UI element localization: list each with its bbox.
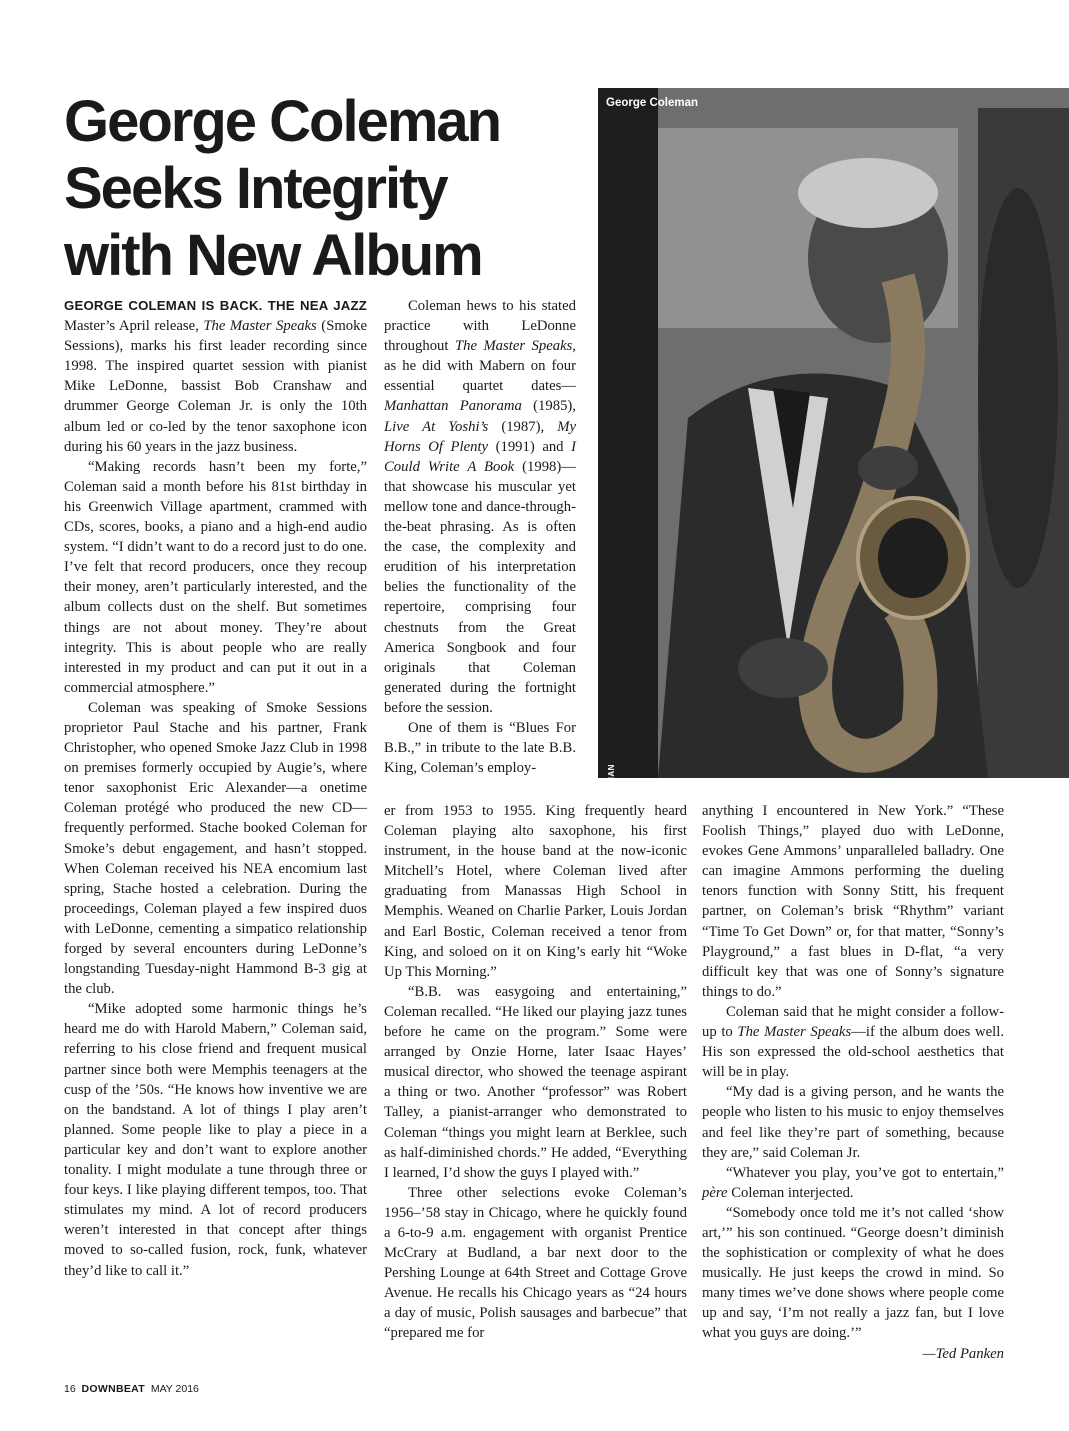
article-column-3 xyxy=(702,801,1004,1364)
album-title: The Master Speaks xyxy=(203,318,317,335)
paragraph: “B.B. was easygoing and entertaining,” Coleman recalled. “He liked our playing jazz tunes before he came on the program.” Some were arranged by Onzie Horne, later Isaac Hayes’ musical director, who showed the teenage aspirant a thing or two. Another “professor” was Robert Talley, a pianist-arranger who demonstrated to Coleman “things you might learn at Berklee, such as half-diminished chords.” He added, “Everything I learned, I’d show the guys I played with.” xyxy=(384,983,687,1181)
page-number: 16 xyxy=(64,1383,76,1395)
album-title: The Master Speaks, xyxy=(454,338,576,355)
paragraph: One of them is “Blues For B.B.,” in tribute to the late B.B. King, Coleman’s employ- xyxy=(384,719,576,777)
album-title: Live At Yoshi’s xyxy=(384,418,489,435)
paragraph: Coleman said that he might consider a follow-up to The Master Speaks—if the album does well. His son expressed the old-school aesthetics that will be in play. xyxy=(702,1003,1004,1081)
paragraph: Coleman was speaking of Smoke Sessions proprietor Paul Stache and his partner, Frank Christopher, who opened Smoke Jazz Club in 1998 on premises formerly occupied by Augie’s, where tenor saxophonist Eric Alexander—a onetime Coleman protégé who produced the new CD—frequently performed. Stache booked Coleman for Smoke’s debut engagement, and hasn’t stopped. When Coleman received his NEA encomium last spring, Stache hosted a celebration. During the proceedings, Coleman played a few inspired duos with LeDonne, cementing a simpatico relationship forged by several encounters during LeDonne’s longstanding Tuesday-night Hammond B-3 gig at the club. xyxy=(64,699,367,998)
album-title: My Horns Of Plenty xyxy=(384,418,576,455)
paragraph: Three other selections evoke Coleman’s 1956–’58 stay in Chicago, where he quickly found a 6-to-9 a.m. engagement with organist Prentice McCrary at Budland, a bar next door to the Pershing Lounge at 64th Street and Cottage Grove Avenue. He recalls his Chicago years as “24 hours a day of music, Polish sausages and barbecue” that “prepared me for xyxy=(384,1184,687,1342)
paragraph: er from 1953 to 1955. King frequently heard Coleman playing alto saxophone, his first instrument, in the house band at the now-iconic Mitchell’s Hotel, where Coleman lived after graduating from Manassas High School in Memphis. Weaned on Charlie Parker, Louis Jordan and Earl Bostic, Coleman received a tenor from King, and soloed on it on King’s early hit “Woke Up This Morning.” xyxy=(384,803,687,980)
photo-caption: George Coleman xyxy=(606,97,699,109)
paragraph: “Mike adopted some harmonic things he’s heard me do with Harold Mabern,” Coleman said, referring to his close friend and frequent musical partner since both were Memphis teenagers at the cusp of the ’50s. “He knows how inventive we are on the bandstand. A lot of things I play aren’t planned. Some people like to play a piece in a particular key and don’t want to explore another tonality. I might modulate a tune through three or four keys. I like playing different tempos, too. That stimulates my mind. A lot of record producers weren’t interested in that concept after things moved to so-called fusion, rock, funk, whatever they’d like to call it.” xyxy=(64,1001,367,1279)
album-title: Manhattan Panorama xyxy=(384,398,522,415)
photo-credit: DAVE KAUFMAN xyxy=(598,764,616,808)
album-title: I Could Write A Book xyxy=(384,438,576,475)
page-footer xyxy=(64,1383,199,1395)
headline-line-3: with New Album xyxy=(64,223,482,288)
issue-date: MAY 2016 xyxy=(150,1383,199,1395)
album-title: The Master Speaks xyxy=(737,1024,852,1041)
paragraph: Coleman hews to his stated practice with LeDonne throughout The Master Speaks, as he did with Mabern on four essential quartet dates—Manhattan Panorama (1985), Live At Yoshi’s (1987), My Horns Of Plenty (1991) and I Could Write A Book (1998)—that showcase his muscular yet mellow tone and dance-through-the-beat phrasing. As is often the case, the complexity and erudition of his interpretation belies the functionality of the repertoire, comprising four chestnuts from the Great America Songbook and four originals that Coleman generated during the fortnight before the session. xyxy=(384,298,576,716)
article-column-1 xyxy=(64,296,367,1281)
headline-line-1: George Coleman xyxy=(64,89,501,154)
saxophonist-photo xyxy=(598,88,1069,808)
paragraph: “Somebody once told me it’s not called ‘show art,’” his son continued. “George doesn’t diminish the sophistication or complexity of what he does musically. He just keeps the crowd in mind. So many times we’ve done shows where people come up and say, ‘I’m not really a jazz fan, but I love what you guys are doing.’” xyxy=(702,1204,1004,1342)
photo-illustration xyxy=(598,88,1069,778)
paragraph-intro: GEORGE COLEMAN IS BACK. THE NEA JAZZ Master’s April release, The Master Speaks (Smoke Sessions), marks his first leader recording since 1998. The inspired quartet session with pianist Mike LeDonne, bassist Bob Cranshaw and drummer George Coleman Jr. is only the 10th album led or co-led by the tenor saxophone icon during his 60 years in the jazz business. xyxy=(64,298,367,455)
article-column-2-bottom xyxy=(384,801,687,1344)
lead-in-caps: GEORGE COLEMAN IS BACK. THE NEA JAZZ xyxy=(64,298,367,313)
paragraph: “Making records hasn’t been my forte,” Coleman said a month before his 81st birthday in his Greenwich Village apartment, crammed with CDs, scores, books, a piano and a high-end audio system. “I didn’t want to do a record just to do one. I’ve felt that record producers, once they recoup their money, aren’t particularly interested, and the album collects dust on the shelf. But sometimes things are not about money. They’re about integrity. This is about people who are really interested in my product and can put it out in a commercial atmosphere.” xyxy=(64,458,367,696)
article-column-2-top xyxy=(384,296,576,778)
magazine-name: DOWNBEAT xyxy=(81,1383,145,1395)
paragraph: “My dad is a giving person, and he wants the people who listen to his music to enjoy themselves and feel like they’re part of something, because they are,” said Coleman Jr. xyxy=(702,1084,1004,1161)
headline-line-2: Seeks Integrity xyxy=(64,156,447,221)
author-byline: —Ted Panken xyxy=(922,1345,1004,1362)
paragraph: “Whatever you play, you’ve got to entertain,” père Coleman interjected. xyxy=(702,1164,1004,1201)
paragraph: anything I encountered in New York.” “These Foolish Things,” played duo with LeDonne, evokes Gene Ammons’ unparalleled balladry. One can imagine Ammons performing the dueling tenors function with Sonny Stitt, his frequent partner, on Coleman’s brisk “Rhythm” variant “Time To Get Down” or, for that matter, “Sonny’s Playground,” a fast blues in D-flat, “a very difficult key that was one of Sonny’s signature things to do.” xyxy=(702,803,1004,1000)
article-headline xyxy=(64,88,594,289)
